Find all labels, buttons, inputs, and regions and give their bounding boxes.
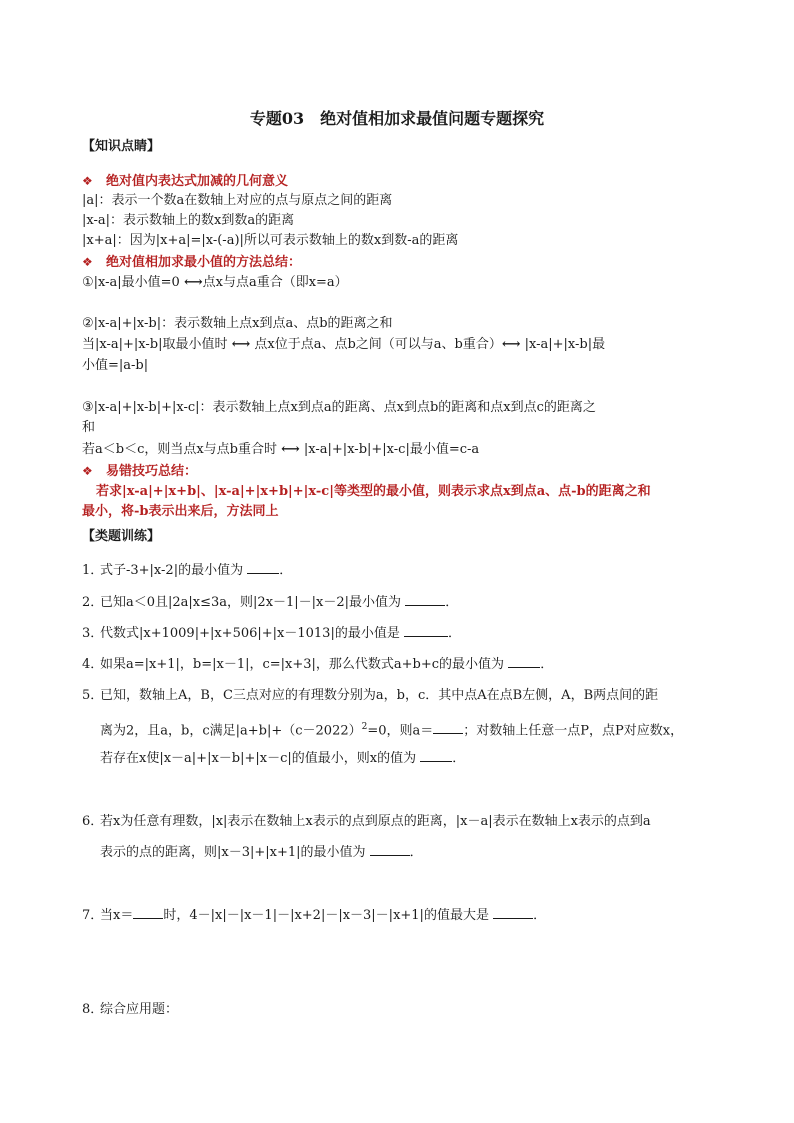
geo-title-line bbox=[82, 172, 288, 191]
question-text: =0，则a＝ bbox=[367, 723, 434, 739]
answer-blank[interactable] bbox=[404, 625, 448, 637]
question-text: 如果a=|x+1|，b=|x－1|，c=|x+3|，那么代数式a+b+c的最小值为 bbox=[100, 657, 505, 672]
method-1-text-b: 点x与点a重合（即x=a） bbox=[202, 275, 348, 290]
question-end: ． bbox=[533, 908, 547, 923]
question-text: 若x为任意有理数，|x|表示在数轴上x表示的点到原点的距离，|x－a|表示在数轴上x表示的点到a bbox=[100, 814, 651, 829]
question-5-line-2 bbox=[100, 718, 683, 740]
diamond-bullet-icon: ❖ bbox=[82, 174, 93, 188]
question-number: 6． bbox=[82, 814, 104, 829]
question-text: 离为2，且a，b，c满足|a+b|+（c－2022） bbox=[100, 723, 362, 739]
answer-blank[interactable] bbox=[493, 907, 533, 919]
method-title-line bbox=[82, 253, 301, 272]
method-2-text-c: |x-a|+|x-b|最 bbox=[520, 337, 606, 352]
double-arrow-icon: ⟷ bbox=[183, 275, 203, 290]
method-3-text-b: |x-a|+|x-b|+|x-c|最小值=c-a bbox=[299, 442, 480, 457]
question-4 bbox=[82, 656, 553, 674]
question-text: 已知，数轴上A，B，C三点对应的有理数分别为a，b，c．其中点A在点B左侧，A，B两点间的距 bbox=[100, 688, 659, 703]
method-3-text-a: 若a＜b＜c，则当点x与点b重合时 bbox=[82, 442, 282, 457]
training-header: 【类题训练】 bbox=[82, 529, 161, 544]
double-arrow-icon: ⟷ bbox=[231, 337, 251, 352]
question-text: 代数式|x+1009|+|x+506|+|x－1013|的最小值是 bbox=[100, 626, 400, 641]
question-8 bbox=[82, 1001, 178, 1019]
knowledge-header: 【知识点睛】 bbox=[82, 139, 161, 154]
method-2-line-3: 小值=|a-b| bbox=[82, 358, 149, 373]
question-end: ． bbox=[445, 595, 459, 610]
tip-title: 易错技巧总结： bbox=[106, 464, 198, 479]
question-number: 4． bbox=[82, 657, 104, 672]
diamond-bullet-icon: ❖ bbox=[82, 255, 93, 269]
question-6-line-1 bbox=[82, 813, 651, 831]
question-end: ． bbox=[279, 563, 293, 578]
method-1 bbox=[82, 274, 348, 292]
exponent: 2 bbox=[361, 722, 368, 732]
question-3 bbox=[82, 625, 461, 643]
double-arrow-icon: ⟷ bbox=[501, 337, 521, 352]
question-end: ． bbox=[409, 845, 423, 860]
tip-line-2: 最小，将-b表示出来后，方法同上 bbox=[82, 504, 279, 519]
question-5-line-1 bbox=[82, 687, 658, 705]
method-3-line-3 bbox=[82, 441, 479, 459]
question-number: 5． bbox=[82, 688, 104, 703]
double-arrow-icon: ⟷ bbox=[281, 442, 300, 457]
method-2-text-a: 当|x-a|+|x-b|取最小值时 bbox=[82, 337, 232, 352]
question-text: 当x＝ bbox=[100, 908, 134, 923]
tip-title-line bbox=[82, 462, 197, 481]
method-3-line-2: 和 bbox=[82, 420, 96, 435]
question-text: 时，4－|x|－|x－1|－|x+2|－|x－3|－|x+1|的值最大是 bbox=[163, 908, 489, 923]
answer-blank[interactable] bbox=[420, 750, 452, 762]
question-number: 7． bbox=[82, 908, 104, 923]
geo-line-1: |a|：表示一个数a在数轴上对应的点与原点之间的距离 bbox=[82, 193, 393, 208]
question-5-line-3 bbox=[100, 750, 465, 768]
question-number: 1． bbox=[82, 563, 104, 578]
question-number: 3． bbox=[82, 626, 104, 641]
answer-blank[interactable] bbox=[247, 562, 279, 574]
method-2-text-b: 点x位于点a、点b之间（可以与a、b重合） bbox=[250, 337, 502, 352]
diamond-bullet-icon: ❖ bbox=[82, 464, 93, 478]
page-title: 专题03 绝对值相加求最值问题专题探究 bbox=[249, 109, 545, 128]
answer-blank[interactable] bbox=[370, 844, 410, 856]
method-2-line-1: ②|x-a|+|x-b|：表示数轴上点x到点a、点b的距离之和 bbox=[82, 316, 393, 331]
question-text: 若存在x使|x－a|+|x－b|+|x－c|的值最小，则x的值为 bbox=[100, 751, 417, 766]
geo-line-3: |x+a|：因为|x+a|=|x-(-a)|所以可表示数轴上的数x到数-a的距离 bbox=[82, 233, 459, 248]
answer-blank[interactable] bbox=[133, 907, 163, 919]
question-number: 2． bbox=[82, 595, 104, 610]
question-text: 式子-3+|x-2|的最小值为 bbox=[100, 563, 244, 578]
question-text: ；对数轴上任意一点P，点P对应数x， bbox=[463, 723, 684, 739]
tip-line-1: 若求|x-a|+|x+b|、|x-a|+|x+b|+|x-c|等类型的最小值，则表示求点x到点a、点-b的距离之和 bbox=[96, 484, 651, 499]
method-title: 绝对值相加求最小值的方法总结： bbox=[106, 255, 302, 270]
geo-line-2: |x-a|：表示数轴上的数x到数a的距离 bbox=[82, 213, 295, 228]
method-1-text-a: ①|x-a|最小值=0 bbox=[82, 275, 184, 290]
question-text: 已知a＜0且|2a|x≤3a，则|2x－1|－|x－2|最小值为 bbox=[100, 595, 402, 610]
geo-title: 绝对值内表达式加减的几何意义 bbox=[106, 174, 289, 189]
method-2-line-2 bbox=[82, 336, 605, 354]
question-text: 表示的点的距离，则|x－3|+|x+1|的最小值为 bbox=[100, 845, 366, 860]
question-2 bbox=[82, 594, 458, 612]
question-end: ． bbox=[452, 751, 466, 766]
question-7 bbox=[82, 907, 546, 925]
method-3-line-1: ③|x-a|+|x-b|+|x-c|：表示数轴上点x到点a的距离、点x到点b的距离和点x到点c的距离之 bbox=[82, 400, 596, 415]
question-1 bbox=[82, 562, 292, 580]
answer-blank[interactable] bbox=[433, 722, 463, 734]
question-6-line-2 bbox=[100, 844, 423, 862]
answer-blank[interactable] bbox=[508, 656, 540, 668]
question-number: 8． bbox=[82, 1002, 104, 1017]
question-text: 综合应用题： bbox=[100, 1002, 179, 1017]
question-end: ． bbox=[540, 657, 554, 672]
answer-blank[interactable] bbox=[405, 594, 445, 606]
question-end: ． bbox=[447, 626, 461, 641]
